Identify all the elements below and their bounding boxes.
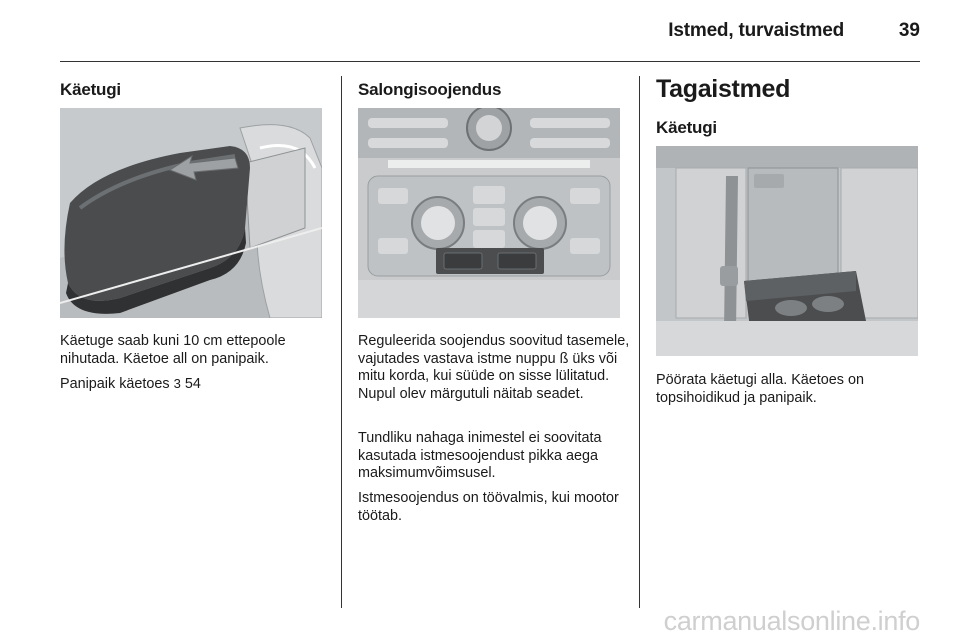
page-header-title: Istmed, turvaistmed	[668, 20, 844, 41]
page-reference-icon: 3	[173, 376, 181, 391]
header-divider	[60, 61, 920, 62]
paragraph-heated-seat-operation	[358, 333, 630, 403]
seat-heating-icon: ß	[559, 350, 569, 367]
figure-climate-control-panel	[358, 108, 620, 318]
watermark-text: carmanualsonline.info	[663, 606, 920, 636]
column-divider-1	[341, 76, 342, 608]
storage-reference-text: Panipaik käetoes	[60, 376, 174, 392]
column-divider-2	[639, 76, 640, 608]
paragraph-rear-armrest-description: Pöörata käetugi alla. Käetoes on topsihoidikud ja panipaik.	[656, 372, 865, 406]
figure-rear-armrest	[656, 146, 918, 356]
section-heading-armrest: Käetugi	[60, 80, 121, 99]
paragraph-engine-running-note: Istmesoojendus on töövalmis, kui mootor töötab.	[358, 490, 619, 524]
figure-front-armrest	[60, 108, 322, 318]
storage-reference-page[interactable]: 54	[180, 376, 201, 392]
paragraph-storage-reference	[60, 375, 330, 394]
heated-seat-text-b: üks või mitu korda, kui süüde on sisse lülitatud. Nupul olev märgutuli näitab seadet.	[358, 350, 618, 402]
subheading-rear-armrest: Käetugi	[656, 118, 717, 137]
heated-seat-text-a: Reguleerida soojendus soovitud tasemele, vajutades vastava istme nuppu	[358, 333, 630, 367]
paragraph-sensitive-skin-warning: Tundliku nahaga inimestel ei soovitata kasutada istmesoojendust pikka aega maksimumvõimsusel.	[358, 430, 602, 481]
section-heading-rear-seats: Tagaistmed	[656, 75, 791, 103]
section-heading-heated-seats: Salongisoojendus	[358, 80, 502, 99]
page-number: 39	[898, 20, 920, 41]
paragraph-armrest-description: Käetuge saab kuni 10 cm ettepoole nihutada. Käetoe all on panipaik.	[60, 333, 286, 367]
